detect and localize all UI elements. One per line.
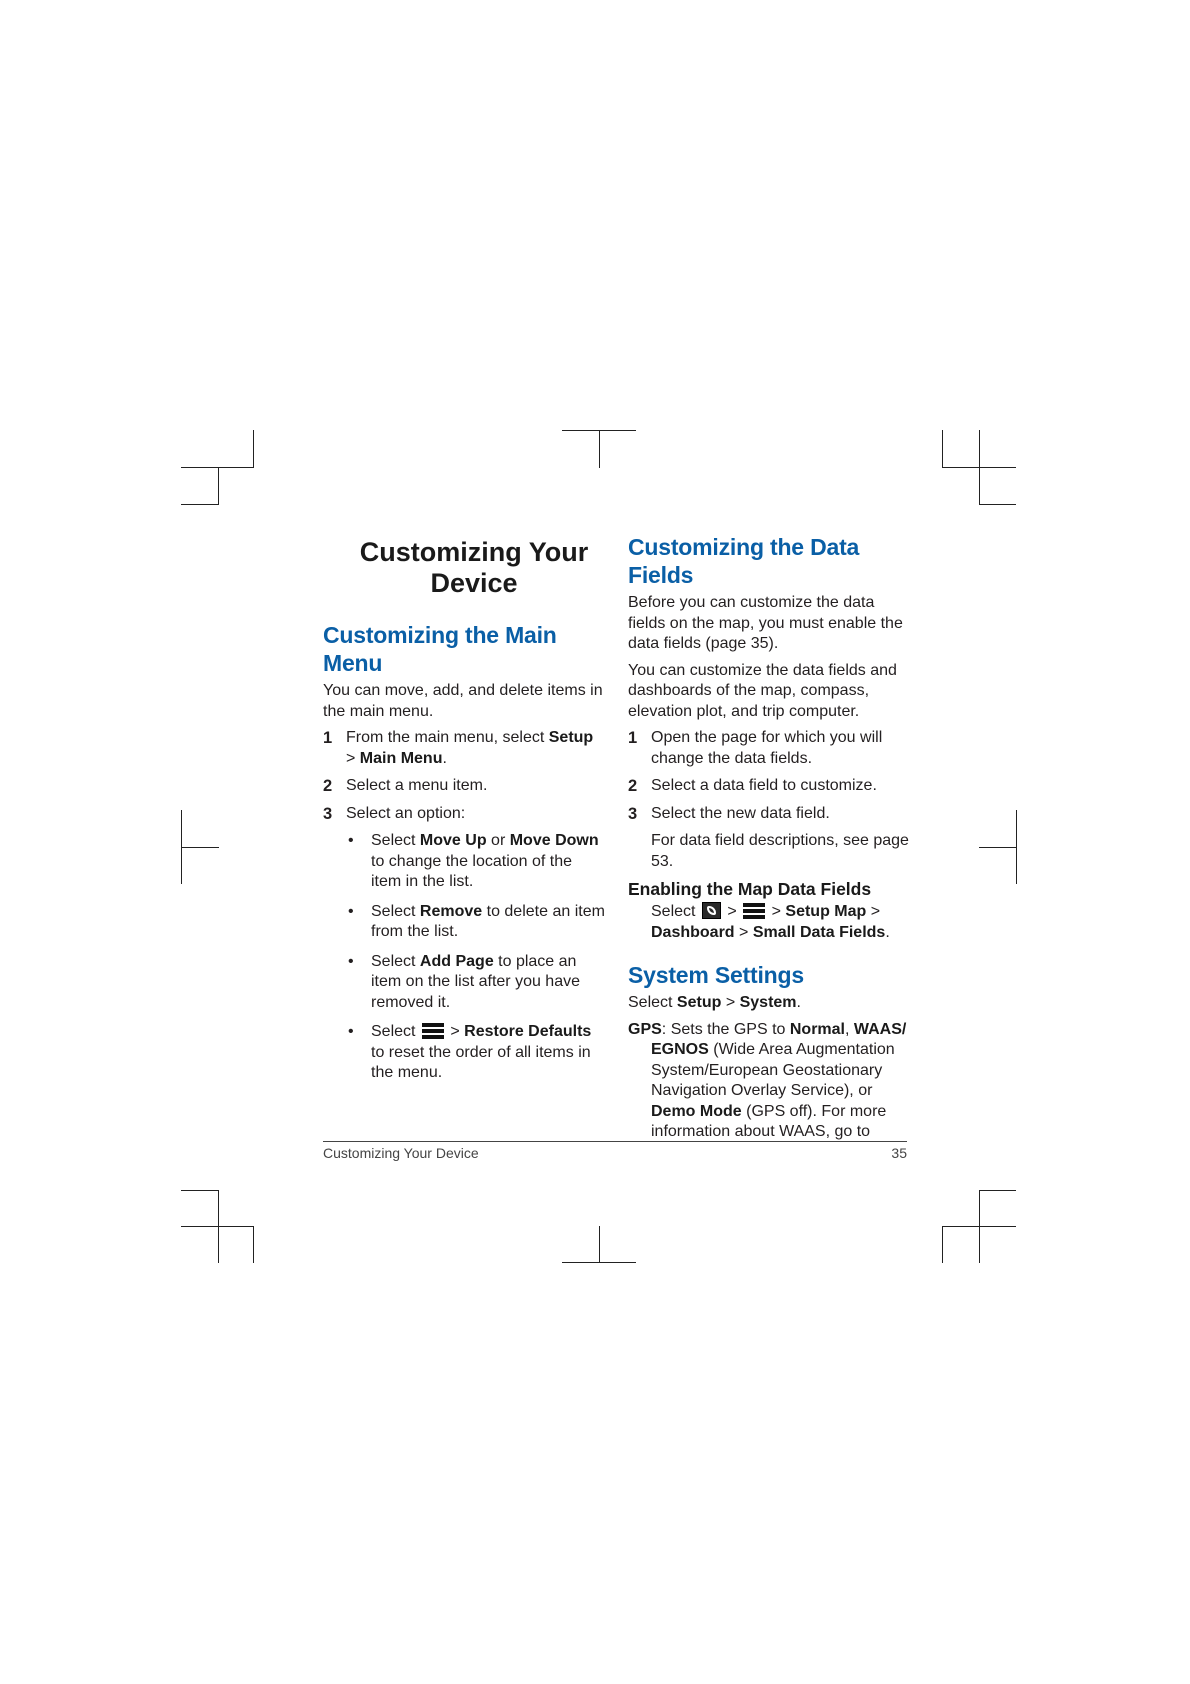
- option-item-add-page: [346, 952, 605, 1014]
- ui-term-add-page: Add Page: [419, 952, 494, 970]
- data-fields-step-1: [628, 728, 916, 769]
- option-list: [346, 831, 605, 1084]
- step-number: 2: [628, 777, 638, 795]
- step-number: 2: [323, 777, 333, 795]
- crop-mark: [562, 1262, 636, 1263]
- description-text: ,: [844, 1020, 854, 1038]
- option-text: Select: [371, 1023, 420, 1040]
- right-column: [628, 533, 916, 1149]
- step-number: 3: [628, 804, 638, 823]
- description-text: (GPS off). For more information about WAAS, go to: [651, 1102, 887, 1140]
- option-item-restore-defaults: [346, 1022, 605, 1084]
- crop-mark: [1016, 810, 1017, 884]
- description-text: (Wide Area Augmentation System/European Geostationary Navigation Overlay Service), or: [651, 1041, 895, 1099]
- bullet-dot: •: [348, 952, 354, 970]
- ui-term-demo-mode: Demo Mode: [651, 1102, 742, 1120]
- instruction-text: Select: [651, 903, 700, 920]
- data-fields-paragraph-2: You can customize the data fields and dashboards of the map, compass, elevation plot, and trip computer.: [628, 661, 897, 720]
- step-text: Select the new data field.: [651, 804, 830, 822]
- step-number: 3: [323, 804, 333, 823]
- step-text: .: [442, 749, 447, 767]
- gps-setting-description: [628, 1020, 916, 1143]
- step-number: 1: [323, 729, 333, 747]
- ui-term-system: System: [739, 994, 797, 1011]
- enabling-instructions: [628, 902, 916, 943]
- crop-mark: [181, 1226, 254, 1227]
- option-text: Select: [371, 902, 420, 920]
- instruction-text: .: [885, 923, 890, 941]
- ui-term-small-data-fields: Small Data Fields: [752, 923, 886, 941]
- crop-mark: [253, 1226, 254, 1263]
- step-number: 1: [628, 729, 638, 747]
- step-text: Select a menu item.: [346, 777, 488, 794]
- crop-mark: [181, 504, 218, 505]
- option-text: to place an item on the list after you have removed it.: [371, 952, 580, 1011]
- option-text: to reset the order of all items in the menu.: [371, 1043, 591, 1081]
- option-item-remove: [346, 902, 605, 943]
- instruction-text: Select: [628, 994, 677, 1011]
- data-fields-note: For data field descriptions, see page 53.: [651, 832, 909, 870]
- ui-term-main-menu: Main Menu: [359, 749, 443, 767]
- instruction-text: >: [866, 903, 881, 920]
- ui-term-move-down: Move Down: [509, 832, 599, 849]
- main-menu-intro: You can move, add, and delete items in the main menu.: [323, 682, 603, 720]
- ui-term-setup-map: Setup Map: [785, 903, 867, 920]
- ui-term-restore-defaults: Restore Defaults: [464, 1023, 592, 1040]
- instruction-text: >: [722, 903, 742, 920]
- footer-rule: [323, 1141, 907, 1142]
- main-menu-step-3: [323, 804, 605, 825]
- chapter-title-line-2: Device: [430, 568, 518, 598]
- option-text: >: [445, 1023, 465, 1040]
- left-column: [323, 533, 605, 1093]
- menu-icon: [743, 902, 765, 919]
- crop-mark: [942, 1226, 1016, 1227]
- data-fields-step-2: [628, 776, 916, 797]
- option-text: to change the location of the item in the list.: [371, 852, 573, 890]
- subheading-enabling-map-data-fields: Enabling the Map Data Fields: [628, 879, 872, 899]
- option-text: Select: [371, 952, 420, 970]
- step-text: Select an option:: [346, 804, 466, 822]
- footer-section-title: Customizing Your Device: [323, 1145, 479, 1161]
- crop-mark: [181, 1190, 219, 1191]
- crop-mark: [979, 430, 980, 505]
- crop-mark: [599, 430, 600, 468]
- ui-term-normal: Normal: [789, 1020, 845, 1038]
- option-item-move: [346, 831, 605, 893]
- option-text: Select: [371, 832, 420, 849]
- section-heading-main-menu: Customizing the Main Menu: [323, 622, 557, 676]
- data-fields-step-3: [628, 804, 916, 825]
- system-instructions: [628, 993, 916, 1014]
- ui-term-setup: Setup: [676, 994, 722, 1011]
- bullet-dot: •: [348, 902, 354, 920]
- ui-term-move-up: Move Up: [419, 832, 487, 849]
- crop-mark: [942, 1226, 943, 1263]
- main-menu-step-1: [323, 728, 605, 769]
- crop-mark: [181, 847, 219, 848]
- option-text: or: [486, 832, 510, 849]
- instruction-text: >: [767, 903, 786, 920]
- step-text: Select a data field to customize.: [651, 777, 877, 794]
- ui-term-remove: Remove: [419, 902, 483, 920]
- section-heading-data-fields: Customizing the Data Fields: [628, 534, 860, 588]
- step-text: From the main menu, select: [346, 729, 549, 746]
- instruction-text: .: [796, 994, 801, 1011]
- data-fields-paragraph-1: Before you can customize the data fields on the map, you must enable the data fields (page 35).: [628, 594, 903, 652]
- bullet-dot: •: [348, 832, 354, 849]
- ui-term-waas-egnos: WAAS/ EGNOS: [651, 1020, 907, 1058]
- description-text: : Sets the GPS to: [661, 1020, 790, 1038]
- ui-term-dashboard: Dashboard: [651, 923, 735, 941]
- main-menu-step-2: [323, 776, 605, 797]
- menu-icon: [422, 1022, 444, 1039]
- instruction-text: >: [734, 923, 753, 941]
- option-text: to delete an item from the list.: [371, 902, 605, 940]
- section-heading-system-settings: System Settings: [628, 962, 804, 988]
- crop-mark: [942, 430, 943, 468]
- crop-mark: [979, 504, 1016, 505]
- step-text: >: [346, 749, 360, 767]
- crop-mark: [599, 1226, 600, 1263]
- page-number: 35: [891, 1145, 907, 1161]
- step-text: Open the page for which you will change the data fields.: [651, 729, 883, 767]
- ui-term-setup: Setup: [548, 729, 594, 746]
- ui-term-gps: GPS: [628, 1020, 662, 1038]
- crop-mark: [979, 1190, 1016, 1191]
- chapter-title-line-1: Customizing Your: [359, 537, 589, 567]
- bullet-dot: •: [348, 1023, 354, 1040]
- chapter-title: [323, 537, 605, 599]
- crop-mark: [218, 467, 219, 505]
- crop-mark: [253, 430, 254, 467]
- instruction-text: >: [721, 994, 740, 1011]
- map-icon: [702, 902, 721, 919]
- crop-mark: [979, 847, 1016, 848]
